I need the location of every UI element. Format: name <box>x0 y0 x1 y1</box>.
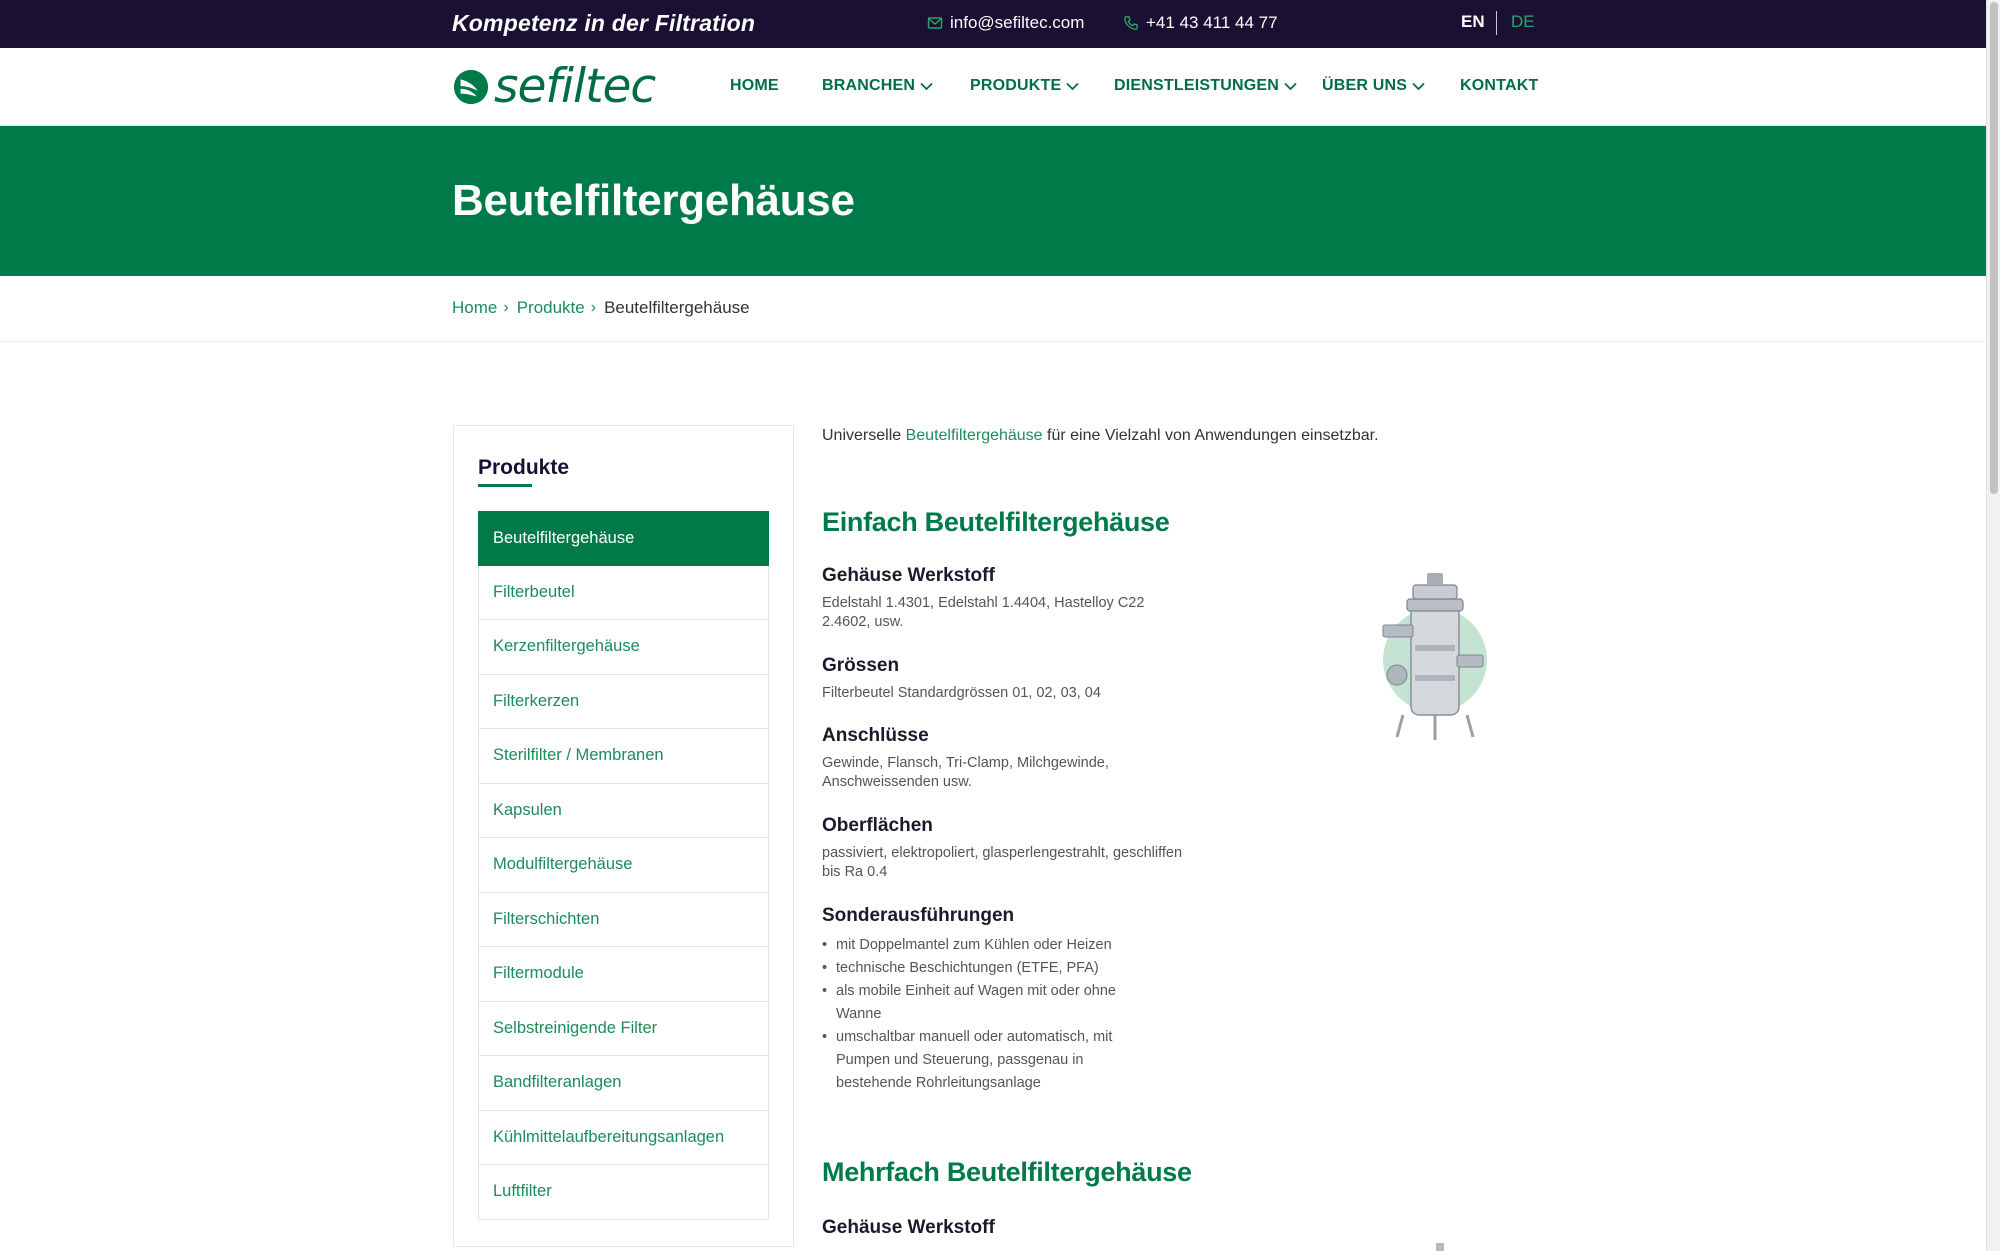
sidebar-item-sterilfilter[interactable]: Sterilfilter / Membranen <box>478 729 769 784</box>
sidebar-item-kapsulen[interactable]: Kapsulen <box>478 784 769 839</box>
nav-dienstleistungen[interactable] <box>1114 77 1297 95</box>
spec-heading: Oberflächen <box>822 815 933 836</box>
sidebar-title-underline <box>478 484 532 487</box>
intro-text <box>822 427 1522 445</box>
main-content <box>822 425 1522 1238</box>
intro-link[interactable]: Beutelfiltergehäuse <box>905 427 1043 444</box>
sidebar-item-luftfilter[interactable]: Luftfilter <box>478 1165 769 1220</box>
logo-mark-icon <box>452 68 490 106</box>
phone-text: +41 43 411 44 77 <box>1146 13 1278 32</box>
scrollbar-thumb[interactable] <box>1990 2 1998 494</box>
email-text: info@sefiltec.com <box>950 13 1085 32</box>
page-title: Beutelfiltergehäuse <box>452 176 855 225</box>
spec-text: passiviert, elektropoliert, glasperlengestrahlt, geschliffen bis Ra 0.4 <box>822 845 1183 880</box>
sidebar-title: Produkte <box>478 456 570 479</box>
sidebar-item-kuehlmittelaufbereitungsanlagen[interactable]: Kühlmittelaufbereitungsanlagen <box>478 1111 769 1166</box>
nav-ueber-uns[interactable] <box>1322 77 1425 95</box>
breadcrumb-divider <box>0 341 1986 342</box>
language-divider <box>1496 11 1497 35</box>
nav-dienstleistungen-label: DIENSTLEISTUNGEN <box>1114 77 1279 94</box>
spec-werkstoff <box>822 565 1182 632</box>
breadcrumb-produkte[interactable]: Produkte <box>516 298 585 317</box>
spec-text: Edelstahl 1.4301, Edelstahl 1.4404, Hastelloy C22 2.4602, usw. <box>822 595 1145 630</box>
nav-home-label: HOME <box>730 77 779 94</box>
spec-heading: Anschlüsse <box>822 725 929 746</box>
sidebar-item-filtermodule[interactable]: Filtermodule <box>478 947 769 1002</box>
spec-text: Gewinde, Flansch, Tri-Clamp, Milchgewinde, Anschweissenden usw. <box>822 755 1109 790</box>
spec-heading: Sonderausführungen <box>822 905 1015 926</box>
breadcrumb-home[interactable]: Home <box>452 298 498 317</box>
sidebar-item-beutelfiltergehaeuse[interactable]: Beutelfiltergehäuse <box>478 511 769 566</box>
spec-oberflaechen <box>822 815 1182 882</box>
sidebar-list <box>478 511 769 1220</box>
list-item: • als mobile Einheit auf Wagen mit oder ohne Wanne <box>822 980 1162 1026</box>
logo[interactable] <box>452 59 656 114</box>
chevron-right-icon: › <box>590 299 597 316</box>
chevron-down-icon <box>1284 82 1297 91</box>
spec-text: Filterbeutel Standardgrössen 01, 02, 03, 04 <box>822 685 1101 701</box>
breadcrumb <box>452 298 750 318</box>
tagline: Kompetenz in der Filtration <box>452 10 756 36</box>
nav-branchen[interactable] <box>822 77 933 95</box>
section-title-mehrfach: Mehrfach Beutelfiltergehäuse <box>822 1157 1192 1187</box>
phone-icon <box>1123 15 1139 31</box>
sidebar-item-bandfilteranlagen[interactable]: Bandfilteranlagen <box>478 1056 769 1111</box>
email-link[interactable] <box>927 13 1084 33</box>
section-title-einfach: Einfach Beutelfiltergehäuse <box>822 507 1170 537</box>
spec-sonderausfuehrungen <box>822 905 1162 1095</box>
spec-groessen <box>822 655 1182 703</box>
breadcrumb-current: Beutelfiltergehäuse <box>604 298 750 317</box>
nav-kontakt-label: KONTAKT <box>1460 77 1539 94</box>
page-scrollbar[interactable] <box>1986 0 2000 1251</box>
list-item: • mit Doppelmantel zum Kühlen oder Heizen <box>822 934 1162 957</box>
nav-kontakt[interactable] <box>1460 77 1538 95</box>
page-hero <box>0 126 1986 276</box>
sidebar-item-filterkerzen[interactable]: Filterkerzen <box>478 675 769 730</box>
sidebar-item-filterbeutel[interactable]: Filterbeutel <box>478 566 769 621</box>
spec-heading: Grössen <box>822 655 900 676</box>
list-item: • technische Beschichtungen (ETFE, PFA) <box>822 957 1162 980</box>
sidebar-item-filterschichten[interactable]: Filterschichten <box>478 893 769 948</box>
sidebar-item-kerzenfiltergehaeuse[interactable]: Kerzenfiltergehäuse <box>478 620 769 675</box>
nav-home[interactable] <box>730 77 779 95</box>
top-bar <box>0 0 1986 48</box>
nav-ueber-uns-label: ÜBER UNS <box>1322 77 1408 94</box>
chevron-down-icon <box>1066 82 1079 91</box>
nav-branchen-label: BRANCHEN <box>822 77 916 94</box>
language-en[interactable]: EN <box>1461 12 1485 31</box>
phone-link[interactable] <box>1123 13 1278 33</box>
mail-icon <box>927 15 943 31</box>
chevron-down-icon <box>1412 82 1425 91</box>
language-de[interactable]: DE <box>1511 12 1535 31</box>
logo-text: sefiltec <box>494 59 656 114</box>
list-item: • umschaltbar manuell oder automatisch, mit Pumpen und Steuerung, passgenau in bestehende Rohrleitungsanlage <box>822 1026 1162 1095</box>
chevron-right-icon: › <box>503 299 509 316</box>
spec-werkstoff-2 <box>822 1217 1182 1246</box>
intro-text-start: Universelle <box>822 427 906 444</box>
sidebar-item-selbstreinigende-filter[interactable]: Selbstreinigende Filter <box>478 1002 769 1057</box>
spec-heading: Gehäuse Werkstoff <box>822 1217 995 1238</box>
products-sidebar <box>453 425 794 1247</box>
nav-produkte-label: PRODUKTE <box>970 77 1062 94</box>
product-image-bag-filter-housing <box>1375 565 1495 745</box>
spec-anschluesse <box>822 725 1182 792</box>
chevron-down-icon <box>920 82 933 91</box>
product-image-multi-bag-filter-housing <box>1430 1240 1450 1251</box>
spec-heading: Gehäuse Werkstoff <box>822 565 995 586</box>
intro-text-end: für eine Vielzahl von Anwendungen einsetzbar. <box>1042 427 1379 444</box>
main-header <box>0 48 1986 126</box>
sonder-list <box>822 934 1162 1095</box>
nav-produkte[interactable] <box>970 77 1079 95</box>
sidebar-item-modulfiltergehaeuse[interactable]: Modulfiltergehäuse <box>478 838 769 893</box>
